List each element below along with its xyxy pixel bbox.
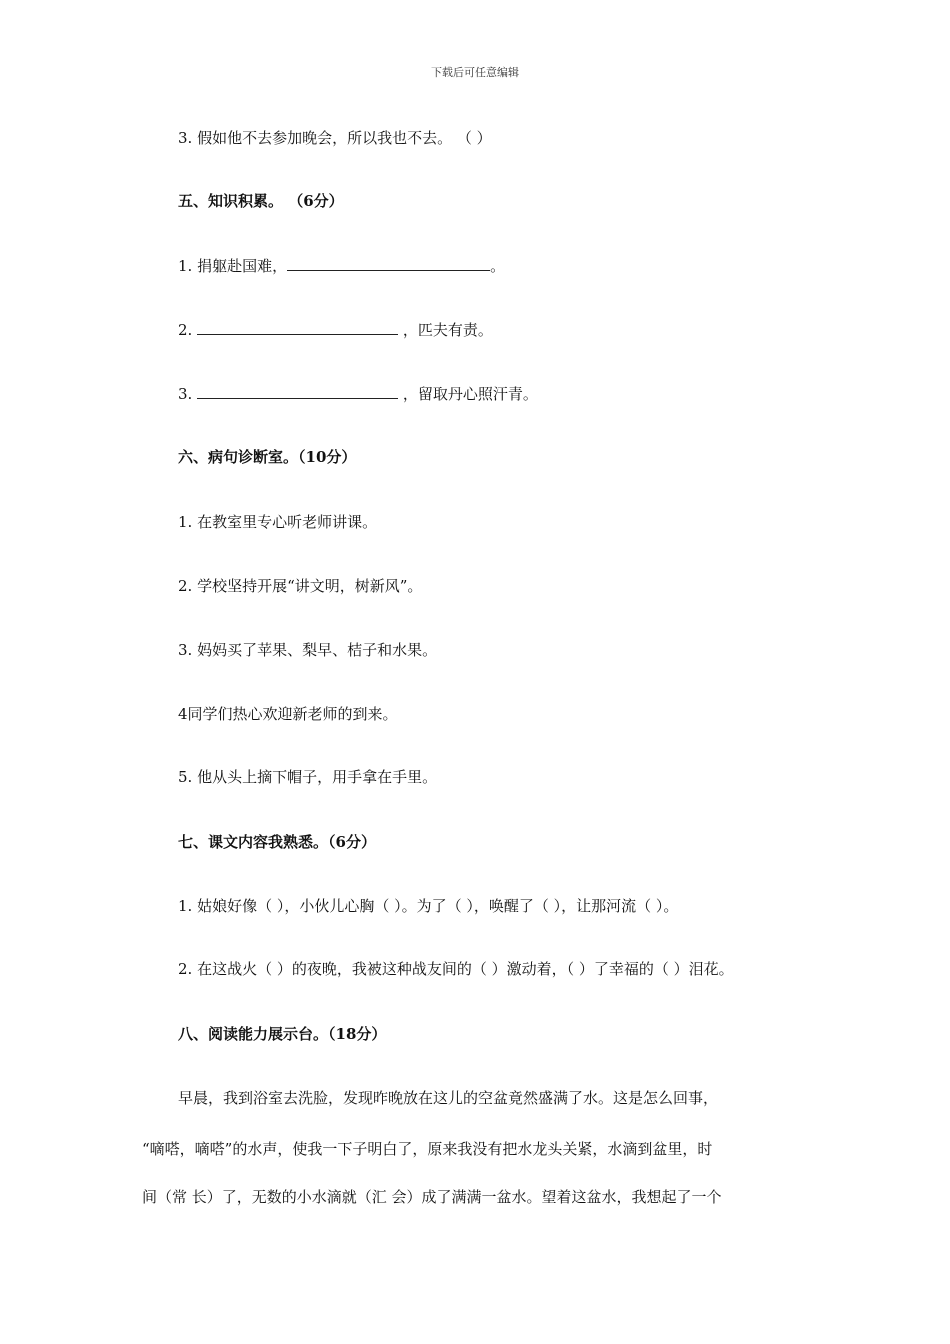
section-5-item-3-prefix: 3. — [178, 385, 198, 403]
fill-blank-2[interactable] — [197, 321, 398, 335]
reading-line-1: 早晨，我到浴室去洗脸，发现昨晚放在这儿的空盆竟然盛满了水。这是怎么回事， — [178, 1089, 719, 1107]
section-5-item-2 — [178, 320, 493, 340]
section-6-item-5: 5. 他从头上摘下帽子，用手拿在手里。 — [178, 768, 438, 786]
section-6-title: 六、病句诊断室。（10分） — [178, 448, 357, 466]
section-5-item-2-prefix: 2. — [178, 321, 198, 339]
reading-line-3: 间（常 长）了，无数的小水滴就（汇 会）成了满满一盆水。望着这盆水，我想起了一个 — [142, 1188, 722, 1206]
section-7-item-2: 2. 在这战火（ ）的夜晚，我被这种战友间的（ ）激动着，（ ）了幸福的（ ）泪花。 — [178, 960, 734, 978]
section-5-title: 五、知识积累。 （6分） — [178, 192, 344, 210]
section-5-item-1-prefix: 1. 捐躯赴国难， — [178, 257, 288, 275]
section-6-item-3: 3. 妈妈买了苹果、梨早、桔子和水果。 — [178, 641, 438, 659]
section-5-item-1-suffix: 。 — [490, 257, 506, 275]
section-5-item-3-suffix: ，留取丹心照汗青。 — [398, 385, 538, 403]
section-7-item-1: 1. 姑娘好像（ ），小伙儿心胸（ ）。为了（ ），唤醒了（ ），让那河流（ ）。 — [178, 897, 679, 915]
page-header: 下载后可任意编辑 — [431, 66, 519, 79]
section-5-item-1 — [178, 256, 505, 276]
section-6-item-4: 4同学们热心欢迎新老师的到来。 — [178, 705, 398, 723]
fill-blank-3[interactable] — [197, 385, 398, 399]
fill-blank-1[interactable] — [287, 257, 490, 271]
question-4-3: 3. 假如他不去参加晚会，所以我也不去。 （ ） — [178, 129, 492, 147]
reading-line-2: “嘀嗒，嘀嗒”的水声，使我一下子明白了，原来我没有把水龙头关紧，水滴到盆里，时 — [142, 1140, 713, 1158]
section-6-item-1: 1. 在教室里专心听老师讲课。 — [178, 513, 378, 531]
section-5-item-2-suffix: ，匹夫有责。 — [398, 321, 493, 339]
section-7-title: 七、课文内容我熟悉。（6分） — [178, 833, 376, 851]
section-8-title: 八、阅读能力展示台。（18分） — [178, 1025, 387, 1043]
section-6-item-2: 2. 学校坚持开展“讲文明，树新风”。 — [178, 577, 423, 595]
section-5-item-3 — [178, 384, 538, 404]
